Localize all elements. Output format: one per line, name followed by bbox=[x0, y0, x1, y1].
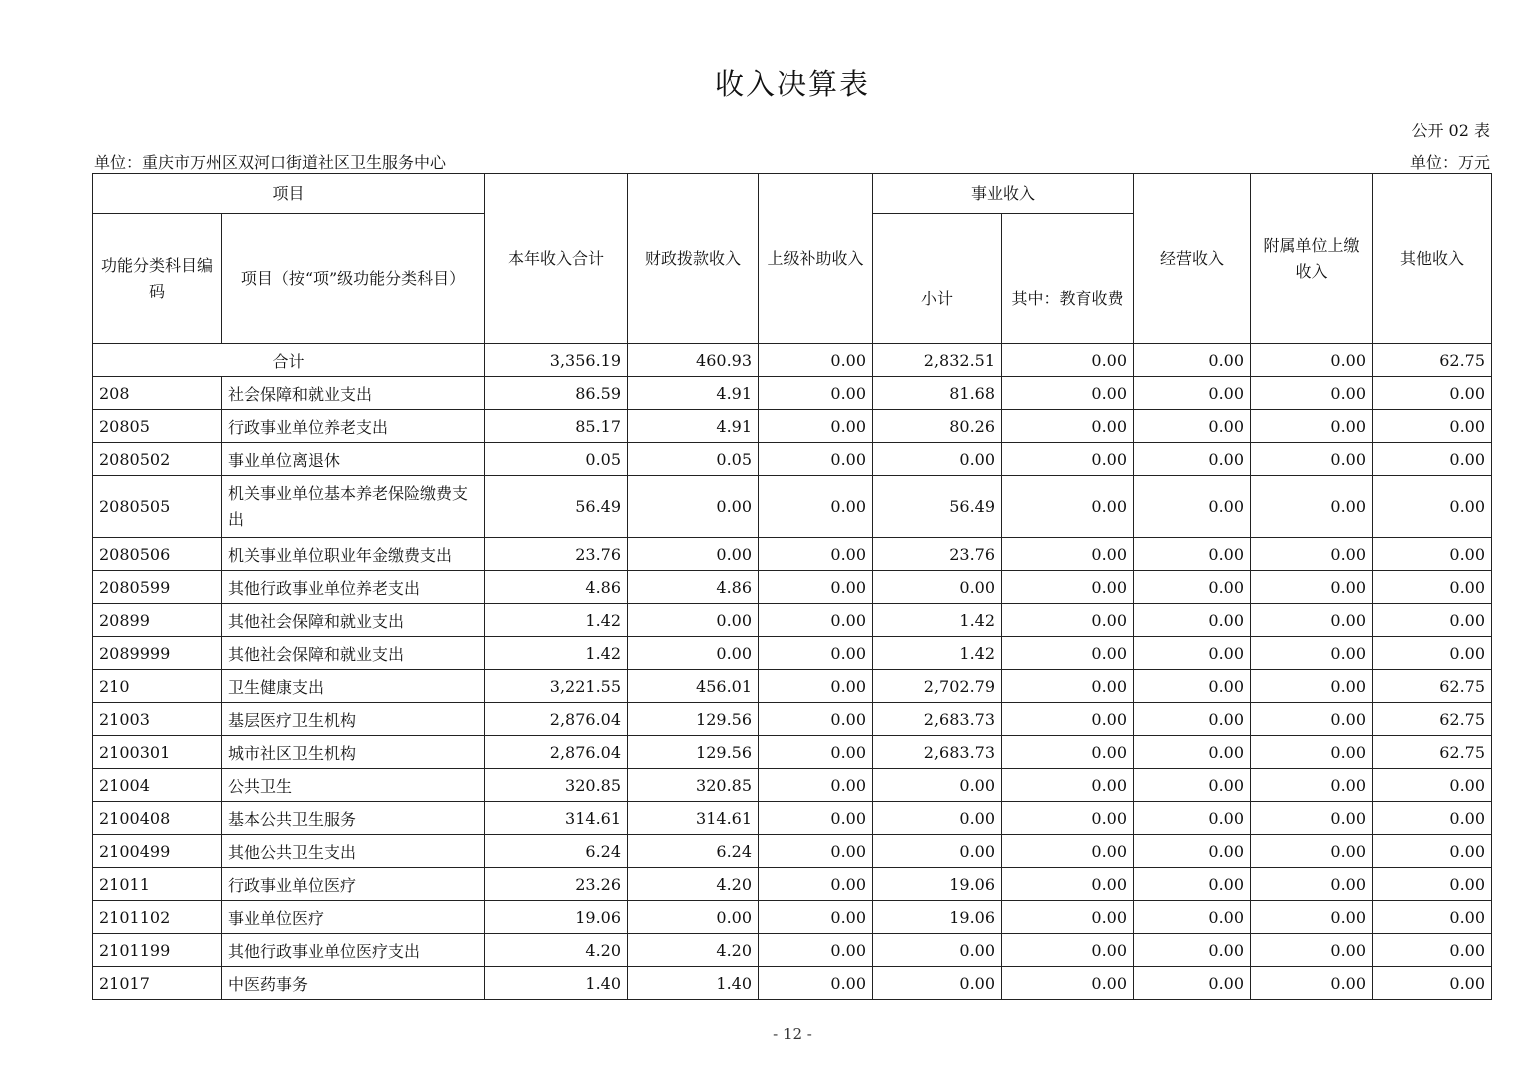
header-total: 本年收入合计 bbox=[485, 174, 628, 344]
header-edu: 其中：教育收费 bbox=[1002, 214, 1134, 344]
row-value: 0.00 bbox=[1002, 377, 1134, 410]
row-value: 1.42 bbox=[485, 604, 628, 637]
row-value: 0.00 bbox=[759, 476, 873, 538]
income-table bbox=[92, 173, 1492, 1000]
row-value: 0.00 bbox=[1134, 835, 1251, 868]
row-value: 0.00 bbox=[1251, 934, 1373, 967]
row-value: 0.00 bbox=[1134, 736, 1251, 769]
row-value: 81.68 bbox=[873, 377, 1002, 410]
row-value: 314.61 bbox=[485, 802, 628, 835]
row-name: 基层医疗卫生机构 bbox=[222, 703, 485, 736]
row-value: 0.00 bbox=[1134, 538, 1251, 571]
row-value: 456.01 bbox=[628, 670, 759, 703]
row-value: 0.00 bbox=[759, 736, 873, 769]
row-value: 0.00 bbox=[1134, 802, 1251, 835]
row-value: 0.00 bbox=[759, 901, 873, 934]
row-value: 0.00 bbox=[1251, 802, 1373, 835]
row-code: 2080502 bbox=[93, 443, 222, 476]
row-value: 0.00 bbox=[759, 835, 873, 868]
row-value: 0.00 bbox=[873, 967, 1002, 1000]
row-value: 62.75 bbox=[1373, 736, 1492, 769]
row-value: 0.00 bbox=[628, 901, 759, 934]
row-value: 0.00 bbox=[759, 604, 873, 637]
row-value: 0.00 bbox=[628, 476, 759, 538]
row-value: 129.56 bbox=[628, 736, 759, 769]
table-row bbox=[93, 835, 1492, 868]
row-name: 其他行政事业单位养老支出 bbox=[222, 571, 485, 604]
table-row bbox=[93, 604, 1492, 637]
row-name: 卫生健康支出 bbox=[222, 670, 485, 703]
table-row bbox=[93, 868, 1492, 901]
header-superior: 上级补助收入 bbox=[759, 174, 873, 344]
row-value: 0.00 bbox=[1002, 703, 1134, 736]
table-row bbox=[93, 967, 1492, 1000]
row-value: 0.00 bbox=[1251, 476, 1373, 538]
header-name: 项目（按“项”级功能分类科目） bbox=[222, 214, 485, 344]
row-value: 0.00 bbox=[1134, 967, 1251, 1000]
row-value: 0.00 bbox=[873, 571, 1002, 604]
table-row bbox=[93, 901, 1492, 934]
row-name: 机关事业单位职业年金缴费支出 bbox=[222, 538, 485, 571]
row-code: 2080599 bbox=[93, 571, 222, 604]
table-row bbox=[93, 538, 1492, 571]
row-value: 1.40 bbox=[485, 967, 628, 1000]
total-cell: 2,832.51 bbox=[873, 344, 1002, 377]
row-value: 0.00 bbox=[1251, 604, 1373, 637]
table-row bbox=[93, 703, 1492, 736]
total-cell: 460.93 bbox=[628, 344, 759, 377]
row-code: 20805 bbox=[93, 410, 222, 443]
row-value: 0.00 bbox=[628, 604, 759, 637]
row-value: 0.00 bbox=[873, 769, 1002, 802]
row-name: 公共卫生 bbox=[222, 769, 485, 802]
row-value: 2,876.04 bbox=[485, 736, 628, 769]
row-value: 4.86 bbox=[485, 571, 628, 604]
row-value: 0.00 bbox=[1373, 967, 1492, 1000]
row-value: 0.00 bbox=[759, 538, 873, 571]
row-code: 208 bbox=[93, 377, 222, 410]
row-value: 0.00 bbox=[759, 377, 873, 410]
page-title: 收入决算表 bbox=[714, 67, 870, 101]
row-value: 2,683.73 bbox=[873, 703, 1002, 736]
row-value: 0.00 bbox=[1134, 443, 1251, 476]
row-value: 6.24 bbox=[628, 835, 759, 868]
table-row bbox=[93, 410, 1492, 443]
row-code: 2100301 bbox=[93, 736, 222, 769]
row-value: 0.00 bbox=[759, 670, 873, 703]
row-value: 0.05 bbox=[628, 443, 759, 476]
row-value: 0.00 bbox=[1251, 377, 1373, 410]
row-value: 0.00 bbox=[1002, 410, 1134, 443]
row-name: 行政事业单位医疗 bbox=[222, 868, 485, 901]
row-value: 0.00 bbox=[1251, 901, 1373, 934]
row-value: 0.00 bbox=[1251, 967, 1373, 1000]
row-value: 0.00 bbox=[1002, 802, 1134, 835]
total-cell: 0.00 bbox=[1134, 344, 1251, 377]
header-operating: 经营收入 bbox=[1134, 174, 1251, 344]
row-value: 4.86 bbox=[628, 571, 759, 604]
organization-unit: 单位：重庆市万州区双河口街道社区卫生服务中心 bbox=[94, 153, 447, 172]
row-value: 0.00 bbox=[1373, 769, 1492, 802]
row-name: 其他社会保障和就业支出 bbox=[222, 637, 485, 670]
row-code: 2089999 bbox=[93, 637, 222, 670]
table-row bbox=[93, 736, 1492, 769]
row-value: 0.00 bbox=[1002, 835, 1134, 868]
row-value: 0.00 bbox=[1002, 670, 1134, 703]
row-name: 社会保障和就业支出 bbox=[222, 377, 485, 410]
row-code: 2080505 bbox=[93, 476, 222, 538]
header-fiscal: 财政拨款收入 bbox=[628, 174, 759, 344]
row-value: 0.00 bbox=[759, 934, 873, 967]
row-value: 4.20 bbox=[628, 868, 759, 901]
row-value: 0.00 bbox=[1373, 802, 1492, 835]
row-value: 2,702.79 bbox=[873, 670, 1002, 703]
row-value: 0.00 bbox=[1251, 637, 1373, 670]
total-cell: 62.75 bbox=[1373, 344, 1492, 377]
total-cell: 0.00 bbox=[759, 344, 873, 377]
row-value: 0.00 bbox=[1251, 835, 1373, 868]
row-code: 2100408 bbox=[93, 802, 222, 835]
row-value: 0.00 bbox=[1373, 934, 1492, 967]
row-value: 1.42 bbox=[485, 637, 628, 670]
row-value: 0.00 bbox=[1002, 934, 1134, 967]
row-value: 0.00 bbox=[1134, 571, 1251, 604]
table-row bbox=[93, 670, 1492, 703]
row-value: 85.17 bbox=[485, 410, 628, 443]
row-value: 19.06 bbox=[485, 901, 628, 934]
row-value: 0.00 bbox=[1134, 377, 1251, 410]
header-subtotal: 小计 bbox=[873, 214, 1002, 344]
row-value: 0.00 bbox=[1373, 604, 1492, 637]
row-value: 0.00 bbox=[1134, 670, 1251, 703]
total-row bbox=[93, 344, 1492, 377]
row-value: 0.00 bbox=[1002, 538, 1134, 571]
row-value: 4.91 bbox=[628, 377, 759, 410]
row-value: 0.00 bbox=[1373, 443, 1492, 476]
row-value: 3,221.55 bbox=[485, 670, 628, 703]
row-value: 80.26 bbox=[873, 410, 1002, 443]
row-name: 城市社区卫生机构 bbox=[222, 736, 485, 769]
row-value: 4.91 bbox=[628, 410, 759, 443]
row-value: 0.00 bbox=[1251, 410, 1373, 443]
row-value: 0.00 bbox=[759, 868, 873, 901]
row-value: 0.00 bbox=[1002, 901, 1134, 934]
row-value: 0.00 bbox=[759, 637, 873, 670]
row-value: 0.00 bbox=[1002, 443, 1134, 476]
row-value: 0.00 bbox=[1251, 769, 1373, 802]
row-value: 0.05 bbox=[485, 443, 628, 476]
row-value: 0.00 bbox=[1373, 571, 1492, 604]
row-value: 0.00 bbox=[759, 967, 873, 1000]
row-value: 23.76 bbox=[873, 538, 1002, 571]
header-other: 其他收入 bbox=[1373, 174, 1492, 344]
row-value: 0.00 bbox=[759, 571, 873, 604]
total-label: 合计 bbox=[93, 344, 485, 377]
row-value: 0.00 bbox=[1373, 476, 1492, 538]
row-value: 6.24 bbox=[485, 835, 628, 868]
total-cell: 0.00 bbox=[1251, 344, 1373, 377]
page-number: - 12 - bbox=[773, 1025, 812, 1043]
table-row bbox=[93, 571, 1492, 604]
row-value: 1.42 bbox=[873, 604, 1002, 637]
row-value: 0.00 bbox=[1134, 868, 1251, 901]
row-value: 0.00 bbox=[1373, 538, 1492, 571]
table-row bbox=[93, 769, 1492, 802]
row-value: 0.00 bbox=[759, 410, 873, 443]
row-value: 56.49 bbox=[873, 476, 1002, 538]
row-code: 21017 bbox=[93, 967, 222, 1000]
table-row bbox=[93, 377, 1492, 410]
row-value: 0.00 bbox=[1251, 538, 1373, 571]
table-row bbox=[93, 802, 1492, 835]
row-value: 0.00 bbox=[759, 769, 873, 802]
row-value: 0.00 bbox=[759, 703, 873, 736]
row-value: 2,683.73 bbox=[873, 736, 1002, 769]
row-value: 0.00 bbox=[1002, 868, 1134, 901]
row-value: 19.06 bbox=[873, 901, 1002, 934]
table-row bbox=[93, 476, 1492, 538]
row-value: 1.42 bbox=[873, 637, 1002, 670]
row-code: 210 bbox=[93, 670, 222, 703]
row-value: 0.00 bbox=[1002, 967, 1134, 1000]
row-value: 0.00 bbox=[1373, 835, 1492, 868]
row-value: 129.56 bbox=[628, 703, 759, 736]
row-value: 62.75 bbox=[1373, 703, 1492, 736]
total-cell: 0.00 bbox=[1002, 344, 1134, 377]
table-row bbox=[93, 934, 1492, 967]
row-code: 2101199 bbox=[93, 934, 222, 967]
row-value: 1.40 bbox=[628, 967, 759, 1000]
row-name: 行政事业单位养老支出 bbox=[222, 410, 485, 443]
row-value: 0.00 bbox=[1373, 637, 1492, 670]
row-value: 2,876.04 bbox=[485, 703, 628, 736]
header-item: 项目 bbox=[93, 174, 485, 214]
row-value: 0.00 bbox=[1134, 934, 1251, 967]
row-value: 0.00 bbox=[1373, 410, 1492, 443]
row-value: 0.00 bbox=[1134, 703, 1251, 736]
row-value: 0.00 bbox=[1251, 736, 1373, 769]
header-affiliated: 附属单位上缴收入 bbox=[1251, 174, 1373, 344]
row-value: 0.00 bbox=[1002, 736, 1134, 769]
row-value: 320.85 bbox=[485, 769, 628, 802]
row-value: 0.00 bbox=[1134, 476, 1251, 538]
row-value: 0.00 bbox=[1002, 476, 1134, 538]
row-code: 21004 bbox=[93, 769, 222, 802]
row-value: 0.00 bbox=[1002, 769, 1134, 802]
row-value: 0.00 bbox=[1002, 637, 1134, 670]
row-value: 0.00 bbox=[628, 637, 759, 670]
row-value: 62.75 bbox=[1373, 670, 1492, 703]
table-row bbox=[93, 637, 1492, 670]
row-value: 0.00 bbox=[1134, 769, 1251, 802]
total-cell: 3,356.19 bbox=[485, 344, 628, 377]
row-code: 21003 bbox=[93, 703, 222, 736]
row-value: 0.00 bbox=[1134, 410, 1251, 443]
header-code: 功能分类科目编码 bbox=[93, 214, 222, 344]
row-value: 0.00 bbox=[1251, 443, 1373, 476]
table-row bbox=[93, 443, 1492, 476]
row-value: 320.85 bbox=[628, 769, 759, 802]
row-name: 其他行政事业单位医疗支出 bbox=[222, 934, 485, 967]
row-value: 0.00 bbox=[759, 443, 873, 476]
row-name: 事业单位医疗 bbox=[222, 901, 485, 934]
row-name: 机关事业单位基本养老保险缴费支出 bbox=[222, 476, 485, 538]
row-value: 314.61 bbox=[628, 802, 759, 835]
row-name: 其他公共卫生支出 bbox=[222, 835, 485, 868]
row-value: 4.20 bbox=[628, 934, 759, 967]
row-value: 0.00 bbox=[873, 934, 1002, 967]
row-code: 21011 bbox=[93, 868, 222, 901]
row-name: 基本公共卫生服务 bbox=[222, 802, 485, 835]
row-value: 0.00 bbox=[1373, 901, 1492, 934]
money-unit: 单位：万元 bbox=[1409, 153, 1490, 172]
row-value: 23.76 bbox=[485, 538, 628, 571]
row-value: 0.00 bbox=[873, 443, 1002, 476]
row-code: 2101102 bbox=[93, 901, 222, 934]
row-value: 0.00 bbox=[873, 802, 1002, 835]
row-value: 0.00 bbox=[1373, 377, 1492, 410]
row-value: 0.00 bbox=[628, 538, 759, 571]
row-value: 4.20 bbox=[485, 934, 628, 967]
row-value: 0.00 bbox=[1251, 571, 1373, 604]
row-value: 0.00 bbox=[1134, 637, 1251, 670]
row-code: 20899 bbox=[93, 604, 222, 637]
row-value: 0.00 bbox=[1251, 670, 1373, 703]
row-value: 0.00 bbox=[1134, 604, 1251, 637]
row-value: 0.00 bbox=[1134, 901, 1251, 934]
row-value: 0.00 bbox=[1251, 703, 1373, 736]
header-business: 事业收入 bbox=[873, 174, 1134, 214]
row-value: 86.59 bbox=[485, 377, 628, 410]
row-value: 23.26 bbox=[485, 868, 628, 901]
row-name: 事业单位离退休 bbox=[222, 443, 485, 476]
row-name: 中医药事务 bbox=[222, 967, 485, 1000]
row-code: 2080506 bbox=[93, 538, 222, 571]
row-value: 0.00 bbox=[1373, 868, 1492, 901]
row-value: 0.00 bbox=[1002, 604, 1134, 637]
row-code: 2100499 bbox=[93, 835, 222, 868]
row-value: 0.00 bbox=[1251, 868, 1373, 901]
row-value: 0.00 bbox=[759, 802, 873, 835]
form-number: 公开 02 表 bbox=[1411, 121, 1490, 140]
row-value: 0.00 bbox=[873, 835, 1002, 868]
row-value: 56.49 bbox=[485, 476, 628, 538]
row-name: 其他社会保障和就业支出 bbox=[222, 604, 485, 637]
row-value: 19.06 bbox=[873, 868, 1002, 901]
row-value: 0.00 bbox=[1002, 571, 1134, 604]
